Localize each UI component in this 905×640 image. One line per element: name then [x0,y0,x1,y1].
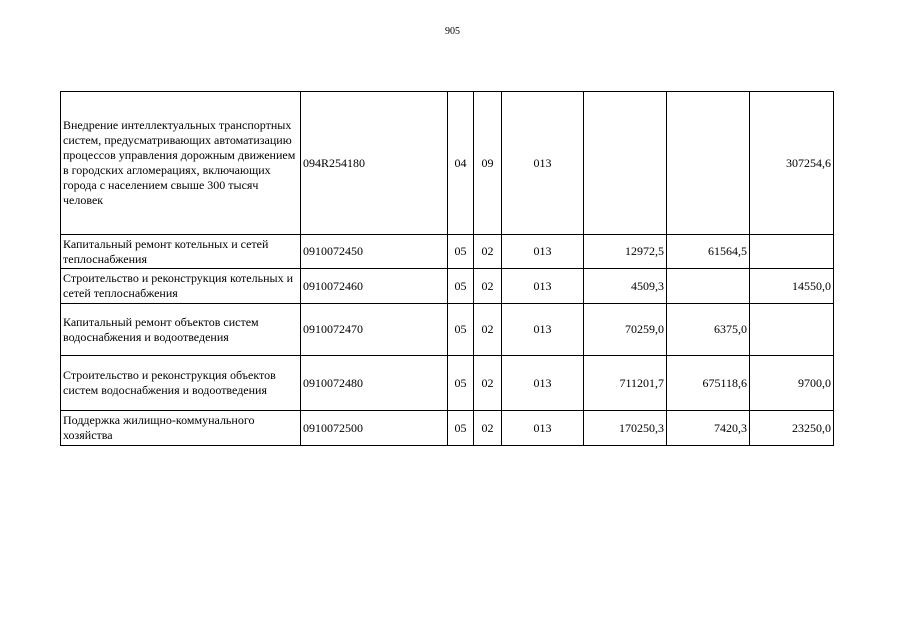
table-row [61,92,834,235]
section-code: 05 [448,356,474,411]
target-code: 0910072470 [301,304,448,356]
target-code: 0910072500 [301,411,448,446]
row-name: Капитальный ремонт объектов систем водоснабжения и водоотведения [61,304,301,356]
amount-2: 675118,6 [667,356,750,411]
amount-2: 61564,5 [667,235,750,269]
amount-1: 4509,3 [584,269,667,304]
row-name: Поддержка жилищно-коммунального хозяйства [61,411,301,446]
target-code: 0910072450 [301,235,448,269]
amount-2 [667,269,750,304]
section-code: 05 [448,235,474,269]
row-name: Внедрение интеллектуальных транспортных систем, предусматривающих автоматизацию процессов управления дорожным движением в городских агломерациях, включающих города с населением свыше 300 тысяч человек [61,92,301,235]
expense-type-code: 013 [502,235,584,269]
amount-3: 23250,0 [750,411,834,446]
amount-2: 7420,3 [667,411,750,446]
amount-2: 6375,0 [667,304,750,356]
amount-1: 70259,0 [584,304,667,356]
expense-type-code: 013 [502,411,584,446]
amount-3: 9700,0 [750,356,834,411]
table-row [61,235,834,269]
amount-3 [750,304,834,356]
subsection-code: 09 [474,92,502,235]
table-row [61,356,834,411]
row-name: Строительство и реконструкция котельных и сетей теплоснабжения [61,269,301,304]
section-code: 05 [448,304,474,356]
table-row [61,411,834,446]
expense-type-code: 013 [502,269,584,304]
expense-type-code: 013 [502,304,584,356]
subsection-code: 02 [474,235,502,269]
amount-3: 14550,0 [750,269,834,304]
subsection-code: 02 [474,411,502,446]
expense-type-code: 013 [502,92,584,235]
target-code: 0910072460 [301,269,448,304]
row-name: Капитальный ремонт котельных и сетей теплоснабжения [61,235,301,269]
target-code: 094R254180 [301,92,448,235]
section-code: 05 [448,269,474,304]
subsection-code: 02 [474,356,502,411]
amount-1 [584,92,667,235]
row-name: Строительство и реконструкция объектов систем водоснабжения и водоотведения [61,356,301,411]
subsection-code: 02 [474,304,502,356]
amount-2 [667,92,750,235]
subsection-code: 02 [474,269,502,304]
amount-1: 170250,3 [584,411,667,446]
table-row [61,269,834,304]
section-code: 04 [448,92,474,235]
section-code: 05 [448,411,474,446]
budget-table [60,91,834,446]
target-code: 0910072480 [301,356,448,411]
amount-3: 307254,6 [750,92,834,235]
page-number: 905 [445,26,460,37]
table-row [61,304,834,356]
amount-3 [750,235,834,269]
expense-type-code: 013 [502,356,584,411]
amount-1: 12972,5 [584,235,667,269]
amount-1: 711201,7 [584,356,667,411]
